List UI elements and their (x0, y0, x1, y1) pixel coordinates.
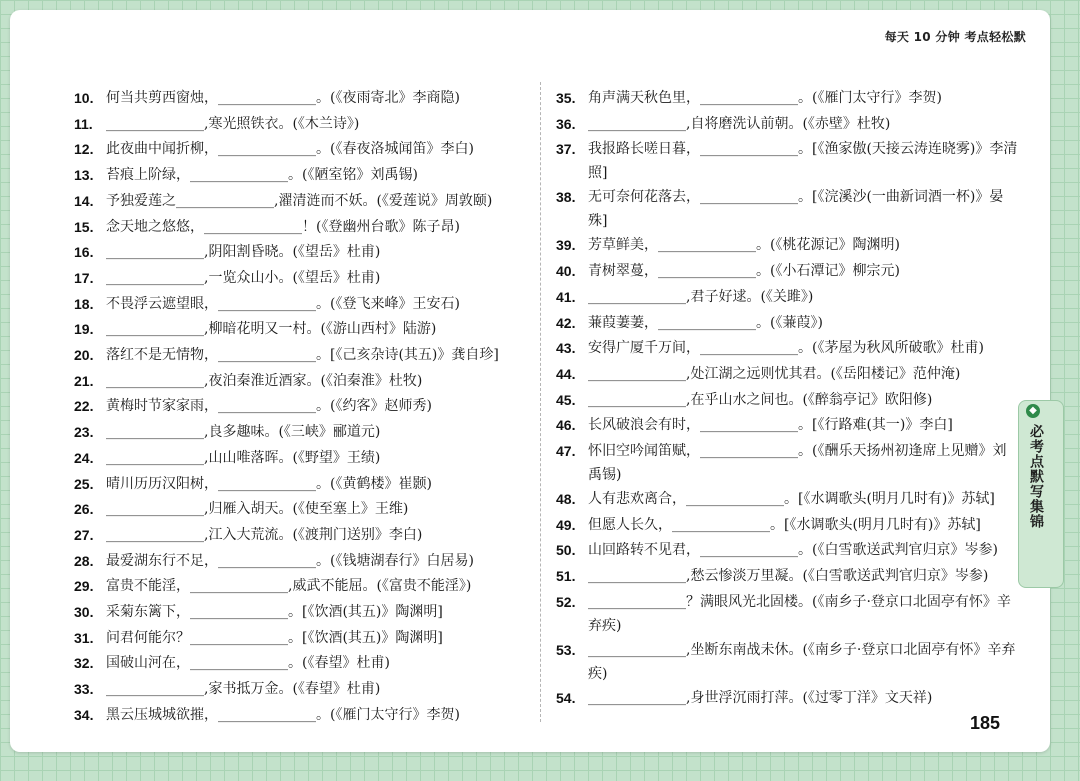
item-number: 15. (74, 218, 94, 235)
item-number: 50. (556, 542, 576, 559)
item-number: 39. (556, 237, 576, 254)
item-text: ______________,山山唯落晖。(《野望》王绩) (106, 449, 381, 466)
item-number: 27. (74, 526, 94, 543)
list-item (74, 574, 536, 600)
worksheet-page (10, 10, 1050, 752)
item-number: 38. (556, 189, 576, 206)
list-item (74, 420, 536, 446)
item-text: ______________,处江湖之远则忧其君。(《岳阳楼记》范仲淹) (588, 365, 961, 382)
item-number: 25. (74, 475, 94, 492)
list-item (74, 86, 536, 112)
item-text: ______________,一览众山小。(《望岳》杜甫) (106, 269, 381, 286)
list-item (74, 240, 536, 266)
item-text: ______________,寒光照铁衣。(《木兰诗》) (106, 115, 360, 132)
item-number: 36. (556, 115, 576, 132)
item-text: ______________,坐断东南战未休。(《南乡子·登京口北固亭有怀》辛弃疾) (588, 641, 1016, 682)
item-text: 最爱湖东行不足，______________。(《钱塘湖春行》白居易) (106, 552, 474, 569)
item-text: 青树翠蔓，______________。(《小石潭记》柳宗元) (588, 263, 900, 280)
item-number: 42. (556, 314, 576, 331)
item-text: 富贵不能淫，______________,威武不能屈。(《富贵不能淫》) (106, 578, 472, 595)
item-text: ______________,柳暗花明又一村。(《游山西村》陆游) (106, 321, 437, 338)
tab-marker-icon: ◆ (1026, 404, 1040, 418)
list-item (556, 86, 1018, 112)
list-item (74, 651, 536, 677)
item-text: 人有悲欢离合，______________。[《水调歌头(明月几时有)》苏轼] (588, 491, 995, 508)
item-text: 蒹葭萋萋，______________。(《蒹葭》) (588, 314, 823, 331)
item-text: ______________,良多趣味。(《三峡》郦道元) (106, 424, 381, 441)
item-number: 19. (74, 321, 94, 338)
item-number: 53. (556, 641, 576, 658)
list-item (556, 362, 1018, 388)
item-number: 10. (74, 90, 94, 106)
item-number: 32. (74, 655, 94, 672)
list-item (74, 317, 536, 343)
list-item (556, 388, 1018, 414)
item-text: 国破山河在，______________。(《春望》杜甫) (106, 655, 390, 672)
item-text: 安得广厦千万间，______________。(《茅屋为秋风所破歌》杜甫) (588, 340, 984, 357)
list-item (74, 266, 536, 292)
item-text: ______________,愁云惨淡万里凝。(《白雪歌送武判官归京》岑参) (588, 568, 989, 585)
list-item (556, 336, 1018, 362)
item-text: ______________？满眼风光北固楼。(《南乡子·登京口北固亭有怀》辛弃疾) (588, 593, 1011, 634)
list-item (556, 513, 1018, 539)
list-item (74, 523, 536, 549)
item-text: ______________,在乎山水之间也。(《醉翁亭记》欧阳修) (588, 391, 933, 408)
item-text: ______________,夜泊秦淮近酒家。(《泊秦淮》杜牧) (106, 372, 423, 389)
list-item (74, 343, 536, 369)
list-item (556, 259, 1018, 285)
item-number: 20. (74, 347, 94, 364)
item-text: 无可奈何花落去，______________。[《浣溪沙(一曲新词酒一杯)》晏殊] (588, 189, 1004, 230)
item-text: 念天地之悠悠，______________！(《登幽州台歌》陈子昂) (106, 218, 460, 235)
list-item (556, 311, 1018, 337)
item-text: ______________,家书抵万金。(《春望》杜甫) (106, 681, 381, 698)
item-text: ______________,江入大荒流。(《渡荆门送别》李白) (106, 526, 423, 543)
list-item (74, 626, 536, 652)
item-number: 13. (74, 167, 94, 184)
item-number: 48. (556, 491, 576, 508)
item-text: 黄梅时节家家雨，______________。(《约客》赵师秀) (106, 398, 432, 415)
item-text: ______________,归雁入胡天。(《使至塞上》王维) (106, 501, 409, 518)
list-item (556, 686, 1018, 712)
list-item (74, 549, 536, 575)
column-divider (540, 82, 541, 722)
right-column (556, 86, 1018, 712)
list-item (74, 292, 536, 318)
list-item (74, 394, 536, 420)
item-text: 山回路转不见君，______________。(《白雪歌送武判官归京》岑参) (588, 542, 998, 559)
list-item (556, 590, 1018, 638)
item-text: 晴川历历汉阳树，______________。(《黄鹤楼》崔颢) (106, 475, 432, 492)
item-number: 17. (74, 269, 94, 286)
list-item (74, 137, 536, 163)
item-number: 45. (556, 391, 576, 408)
item-number: 52. (556, 593, 576, 610)
list-item (556, 137, 1018, 185)
item-text: 予独爱莲之______________,濯清涟而不妖。(《爱莲说》周敦颐) (106, 192, 493, 209)
item-number: 12. (74, 141, 94, 158)
item-number: 41. (556, 288, 576, 305)
item-number: 40. (556, 263, 576, 280)
list-item (74, 112, 536, 138)
list-item (74, 600, 536, 626)
item-text: 落红不是无情物，______________。[《己亥杂诗(其五)》龚自珍] (106, 347, 499, 364)
item-text: 角声满天秋色里，______________。(《雁门太守行》李贺) (588, 90, 942, 106)
item-number: 28. (74, 552, 94, 569)
item-number: 33. (74, 681, 94, 698)
left-column (74, 86, 536, 729)
list-item (74, 497, 536, 523)
item-text: 但愿人长久，______________。[《水调歌头(明月几时有)》苏轼] (588, 516, 981, 533)
item-text: 苔痕上阶绿，______________。(《陋室铭》刘禹锡) (106, 167, 418, 184)
list-item (556, 413, 1018, 439)
item-text: ______________,自将磨洗认前朝。(《赤壁》杜牧) (588, 115, 891, 132)
item-number: 26. (74, 501, 94, 518)
item-text: 此夜曲中闻折柳，______________。(《春夜洛城闻笛》李白) (106, 141, 474, 158)
item-number: 23. (74, 424, 94, 441)
item-number: 11. (74, 115, 93, 132)
item-number: 31. (74, 629, 94, 646)
item-number: 49. (556, 516, 576, 533)
item-text: 怀旧空吟闻笛赋，______________。(《酬乐天扬州初逢席上见赠》刘禹锡) (588, 443, 1007, 484)
list-item (556, 439, 1018, 487)
item-text: 不畏浮云遮望眼，______________。(《登飞来峰》王安石) (106, 295, 460, 312)
item-text: ______________,身世浮沉雨打萍。(《过零丁洋》文天祥) (588, 689, 933, 706)
item-number: 29. (74, 578, 94, 595)
list-item (556, 112, 1018, 138)
item-text: ______________,君子好逑。(《关雎》) (588, 288, 814, 305)
item-number: 16. (74, 244, 94, 261)
item-number: 43. (556, 340, 576, 357)
list-item (74, 189, 536, 215)
list-item (74, 446, 536, 472)
list-item (556, 285, 1018, 311)
item-text: 芳草鲜美，______________。(《桃花源记》陶渊明) (588, 237, 900, 254)
item-number: 21. (74, 372, 94, 389)
list-item (556, 638, 1018, 686)
item-number: 35. (556, 90, 576, 106)
item-number: 46. (556, 417, 576, 434)
list-item (556, 185, 1018, 233)
item-number: 34. (74, 706, 94, 723)
item-text: 长风破浪会有时，______________。[《行路难(其一)》李白] (588, 417, 953, 434)
item-number: 44. (556, 365, 576, 382)
header-note: 每天 10 分钟 考点轻松默 (884, 30, 1026, 44)
item-number: 30. (74, 604, 94, 621)
list-item (556, 564, 1018, 590)
side-tab-label: 必考点默写集锦 (1028, 424, 1044, 529)
list-item (74, 215, 536, 241)
list-item (556, 538, 1018, 564)
item-number: 51. (556, 568, 576, 585)
item-text: 何当共剪西窗烛，______________。(《夜雨寄北》李商隐) (106, 90, 460, 106)
list-item (556, 233, 1018, 259)
item-number: 37. (556, 141, 576, 158)
list-item (74, 369, 536, 395)
item-number: 22. (74, 398, 94, 415)
item-text: 我报路长嗟日暮，______________。[《渔家傲(天接云涛连晓雾)》李清照] (588, 141, 1018, 182)
item-number: 47. (556, 443, 576, 460)
item-text: 问君何能尔？______________。[《饮酒(其五)》陶渊明] (106, 629, 443, 646)
page-number: 185 (969, 713, 1000, 733)
list-item (74, 163, 536, 189)
item-number: 18. (74, 295, 94, 312)
item-number: 14. (74, 192, 94, 209)
list-item (74, 677, 536, 703)
item-number: 24. (74, 449, 94, 466)
list-item (74, 472, 536, 498)
item-text: 黑云压城城欲摧，______________。(《雁门太守行》李贺) (106, 706, 460, 723)
item-text: ______________,阴阳割昏晓。(《望岳》杜甫) (106, 244, 381, 261)
item-number: 54. (556, 689, 576, 706)
list-item (74, 703, 536, 729)
item-text: 采菊东篱下，______________。[《饮酒(其五)》陶渊明] (106, 604, 443, 621)
list-item (556, 487, 1018, 513)
